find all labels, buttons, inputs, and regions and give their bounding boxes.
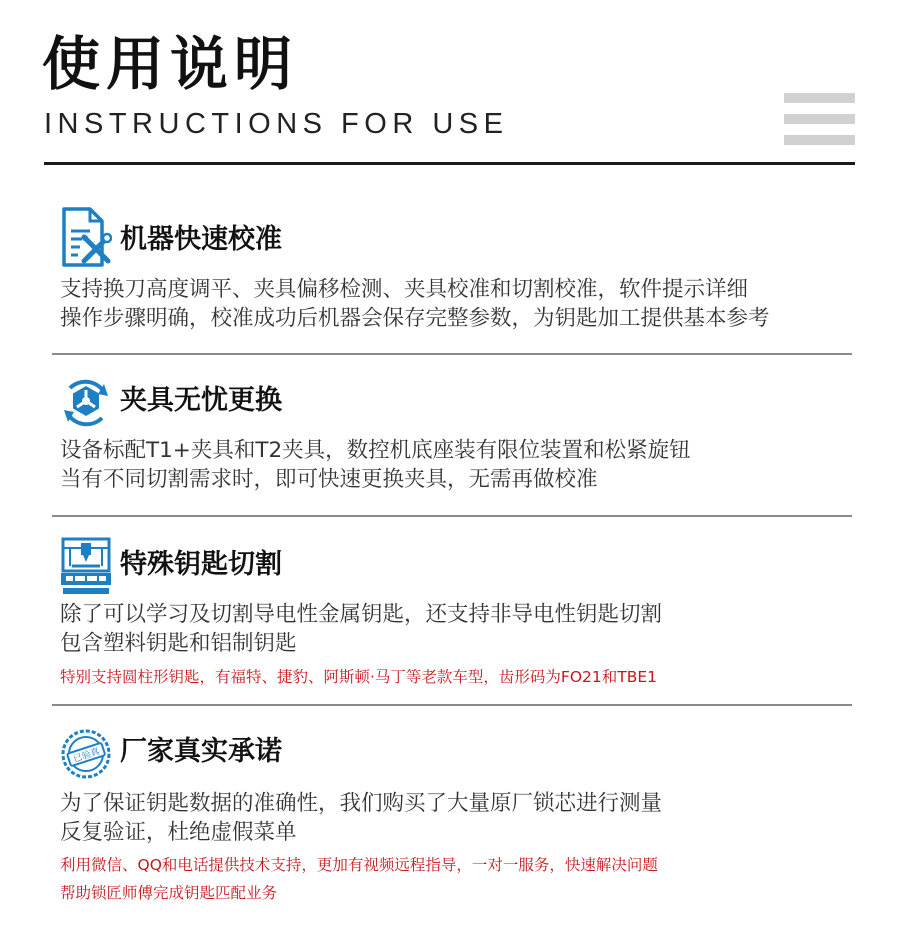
section-title: 机器快速校准 (120, 224, 282, 255)
cnc-machine-icon (60, 536, 112, 598)
section-divider (52, 704, 852, 706)
section-text-line: 设备标配T1+夹具和T2夹具，数控机底座装有限位装置和松紧旋钮 (60, 438, 691, 463)
section-text-line: 为了保证钥匙数据的准确性，我们购买了大量原厂锁芯进行测量 (60, 791, 663, 816)
stamp-text: 已验真 (72, 746, 102, 765)
document-tools-icon (60, 207, 112, 269)
page-title: 使用说明 (42, 30, 299, 98)
section-divider (52, 353, 852, 355)
section-text-line: 包含塑料钥匙和铝制钥匙 (60, 631, 297, 656)
page-subtitle: INSTRUCTIONS FOR USE (44, 108, 509, 140)
section-text-line: 操作步骤明确，校准成功后机器会保存完整参数，为钥匙加工提供基本参考 (60, 306, 770, 331)
header-divider (44, 162, 855, 165)
section-title: 夹具无忧更换 (120, 385, 282, 416)
section-note-line: 帮助锁匠师傅完成钥匙匹配业务 (60, 884, 278, 902)
menu-icon[interactable] (784, 93, 855, 145)
section-text-line: 除了可以学习及切割导电性金属钥匙，还支持非导电性钥匙切割 (60, 602, 663, 627)
verified-stamp-icon (60, 723, 112, 785)
section-text-line: 反复验证，杜绝虚假菜单 (60, 820, 297, 845)
section-text-line: 支持换刀高度调平、夹具偏移检测、夹具校准和切割校准，软件提示详细 (60, 277, 749, 302)
section-note-line: 特别支持圆柱形钥匙，有福特、捷豹、阿斯顿·马丁等老款车型，齿形码为FO21和TBE1 (60, 668, 658, 686)
section-note-line: 利用微信、QQ和电话提供技术支持，更加有视频远程指导，一对一服务，快速解决问题 (60, 856, 658, 874)
section-divider (52, 515, 852, 517)
section-title: 特殊钥匙切割 (120, 549, 282, 580)
section-text-line: 当有不同切割需求时，即可快速更换夹具，无需再做校准 (60, 467, 598, 492)
section-title: 厂家真实承诺 (120, 736, 282, 767)
hexagon-cycle-icon (60, 372, 112, 434)
